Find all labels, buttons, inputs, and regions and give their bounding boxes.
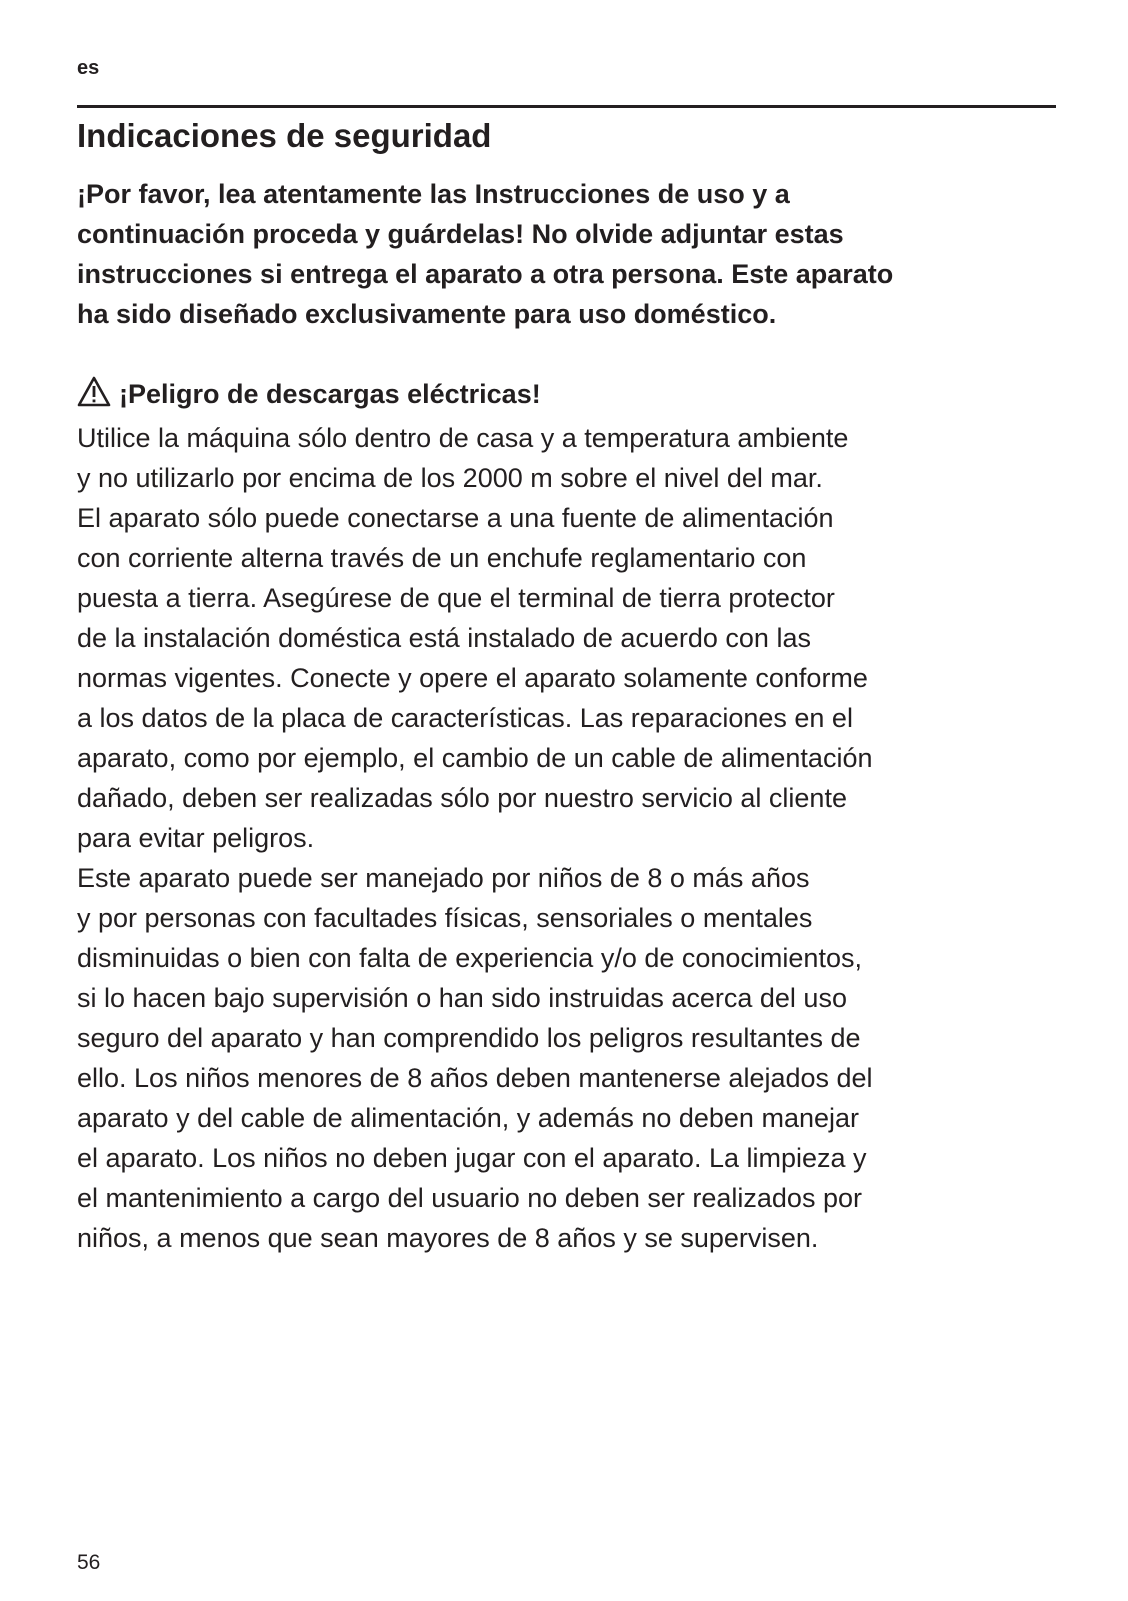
body-line: a los datos de la placa de características. Las reparaciones en el [77, 703, 853, 733]
body-line: aparato, como por ejemplo, el cambio de un cable de alimentación [77, 743, 873, 773]
body-line: de la instalación doméstica está instalado de acuerdo con las [77, 623, 811, 653]
body-line: si lo hacen bajo supervisión o han sido instruidas acerca del uso [77, 983, 847, 1013]
intro-line: ¡Por favor, lea atentamente las Instrucciones de uso y a [77, 179, 790, 209]
page-number: 56 [77, 1551, 101, 1574]
body-line: ello. Los niños menores de 8 años deben mantenerse alejados del [77, 1063, 873, 1093]
warning-heading [77, 374, 541, 414]
body-line: el aparato. Los niños no deben jugar con el aparato. La limpieza y [77, 1143, 867, 1173]
body-line: Utilice la máquina sólo dentro de casa y a temperatura ambiente [77, 423, 849, 453]
header-divider [77, 105, 1056, 108]
body-line: disminuidas o bien con falta de experiencia y/o de conocimientos, [77, 943, 862, 973]
language-code: es [77, 57, 100, 79]
body-line: dañado, deben ser realizadas sólo por nuestro servicio al cliente [77, 783, 847, 813]
intro-line: instrucciones si entrega el aparato a otra persona. Este aparato [77, 259, 894, 289]
body-line: aparato y del cable de alimentación, y además no deben manejar [77, 1103, 859, 1133]
warning-body [77, 418, 1067, 1258]
body-line: para evitar peligros. [77, 823, 315, 853]
body-line: con corriente alterna través de un enchufe reglamentario con [77, 543, 807, 573]
warning-heading-text: ¡Peligro de descargas eléctricas! [119, 379, 541, 409]
body-line: y por personas con facultades físicas, sensoriales o mentales [77, 903, 813, 933]
body-line: Este aparato puede ser manejado por niños de 8 o más años [77, 863, 810, 893]
section-title: Indicaciones de seguridad [77, 117, 492, 154]
body-line: puesta a tierra. Asegúrese de que el terminal de tierra protector [77, 583, 835, 613]
intro-paragraph [77, 174, 1067, 334]
intro-line: ha sido diseñado exclusivamente para uso doméstico. [77, 299, 777, 329]
intro-line: continuación proceda y guárdelas! No olvide adjuntar estas [77, 219, 844, 249]
body-line: seguro del aparato y han comprendido los peligros resultantes de [77, 1023, 861, 1053]
body-line: niños, a menos que sean mayores de 8 años y se supervisen. [77, 1223, 819, 1253]
body-line: El aparato sólo puede conectarse a una fuente de alimentación [77, 503, 834, 533]
warning-triangle-icon [77, 375, 111, 409]
body-line: el mantenimiento a cargo del usuario no deben ser realizados por [77, 1183, 862, 1213]
body-line: y no utilizarlo por encima de los 2000 m sobre el nivel del mar. [77, 463, 823, 493]
body-line: normas vigentes. Conecte y opere el aparato solamente conforme [77, 663, 868, 693]
